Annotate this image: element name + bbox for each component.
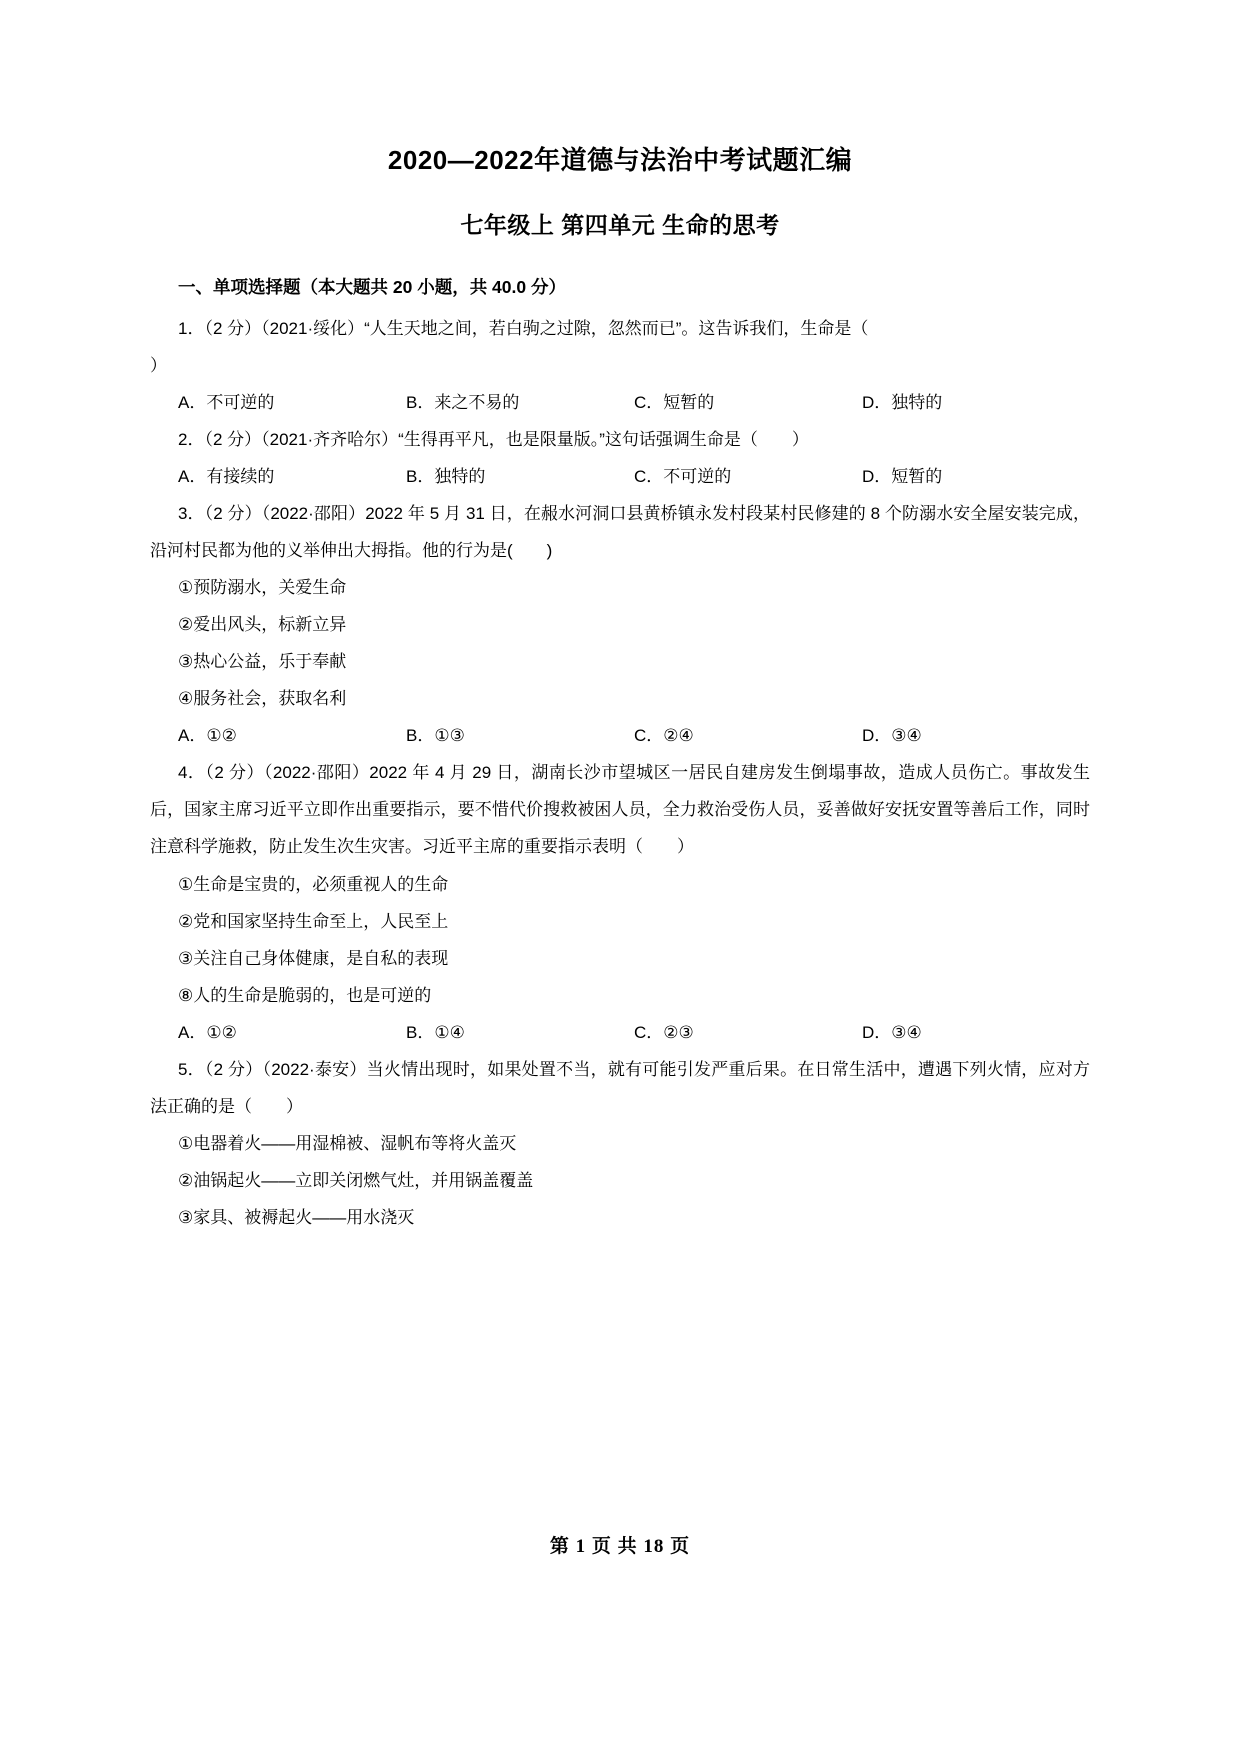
question-5 bbox=[150, 1051, 1090, 1236]
question-1 bbox=[150, 310, 1090, 421]
page-footer: 第 1 页 共 18 页 bbox=[549, 1536, 691, 1557]
option-c[interactable]: C．不可逆的 bbox=[634, 467, 732, 486]
question-options bbox=[150, 458, 1090, 495]
question-item: ②爱出风头，标新立异 bbox=[178, 615, 347, 635]
page-title: 2020—2022年道德与法治中考试题汇编 bbox=[387, 145, 853, 175]
option-a[interactable]: A．①② bbox=[178, 1022, 237, 1042]
question-stem: 1．（2 分）（2021·绥化）“人生天地之间，若白驹之过隙，忽然而已”。这告诉我们，生命是（ bbox=[178, 318, 869, 338]
question-item: ④服务社会，获取名利 bbox=[178, 689, 347, 709]
question-stem: 3．（2 分）（2022·邵阳）2022 年 5 月 31 日，在赧水河洞口县黄桥镇永发村段某村民修建的 8 个防溺水安全屋安装完成，沿河村民都为他的义举伸出大拇指。他的行为是( ) bbox=[150, 504, 1090, 561]
question-stem-continuation: ） bbox=[150, 355, 167, 375]
question-item: ⑧人的生命是脆弱的，也是可逆的 bbox=[178, 985, 432, 1005]
question-item: ②党和国家坚持生命至上，人民至上 bbox=[178, 911, 449, 931]
question-stem: 2．（2 分）（2021·齐齐哈尔）“生得再平凡，也是限量版。”这句话强调生命是（ ） bbox=[178, 429, 809, 449]
question-3 bbox=[150, 495, 1090, 754]
option-a[interactable]: A．不可逆的 bbox=[178, 392, 275, 412]
option-c[interactable]: C．②③ bbox=[634, 1022, 694, 1042]
question-item: ①预防溺水，关爱生命 bbox=[178, 578, 347, 598]
question-options bbox=[150, 717, 1090, 754]
option-c[interactable]: C．②④ bbox=[634, 726, 694, 746]
question-options bbox=[150, 384, 1090, 421]
option-d[interactable]: D．短暂的 bbox=[862, 467, 943, 486]
question-item: ③热心公益，乐于奉献 bbox=[178, 652, 347, 672]
question-item: ③家具、被褥起火——用水浇灭 bbox=[178, 1207, 415, 1227]
option-d[interactable]: D．③④ bbox=[862, 1022, 922, 1042]
option-b[interactable]: B．独特的 bbox=[406, 467, 486, 486]
question-item: ③关注自己身体健康，是自私的表现 bbox=[178, 948, 449, 968]
option-d[interactable]: D．③④ bbox=[862, 726, 922, 746]
option-b[interactable]: B．来之不易的 bbox=[406, 392, 520, 412]
option-b[interactable]: B．①③ bbox=[406, 726, 465, 746]
question-stem: 5．（2 分）（2022·泰安）当火情出现时，如果处置不当，就有可能引发严重后果。在日常生活中，遭遇下列火情，应对方法正确的是（ ） bbox=[150, 1059, 1090, 1116]
question-item: ②油锅起火——立即关闭燃气灶，并用锅盖覆盖 bbox=[178, 1170, 534, 1190]
option-a[interactable]: A．有接续的 bbox=[178, 467, 275, 486]
question-stem: 4．（2 分）（2022·邵阳）2022 年 4 月 29 日，湖南长沙市望城区一居民自建房发生倒塌事故，造成人员伤亡。事故发生后，国家主席习近平立即作出重要指示，要不惜代价搜救被困人员，全力救治受伤人员，妥善做好安抚安置等善后工作，同时注意科学施救，防止发生次生灾害。习近平主席的重要指示表明（ ） bbox=[150, 763, 1090, 857]
question-item: ①电器着火——用湿棉被、湿帆布等将火盖灭 bbox=[178, 1133, 517, 1153]
option-d[interactable]: D．独特的 bbox=[862, 392, 943, 412]
option-a[interactable]: A．①② bbox=[178, 726, 237, 746]
question-2 bbox=[150, 421, 1090, 495]
page-subtitle: 七年级上 第四单元 生命的思考 bbox=[460, 212, 780, 239]
option-c[interactable]: C．短暂的 bbox=[634, 392, 715, 412]
question-4 bbox=[150, 754, 1090, 1050]
question-item: ①生命是宝贵的，必须重视人的生命 bbox=[178, 874, 449, 894]
option-b[interactable]: B．①④ bbox=[406, 1022, 465, 1042]
question-options bbox=[150, 1014, 1090, 1051]
section-header: 一、单项选择题（本大题共 20 小题，共 40.0 分） bbox=[178, 276, 566, 297]
